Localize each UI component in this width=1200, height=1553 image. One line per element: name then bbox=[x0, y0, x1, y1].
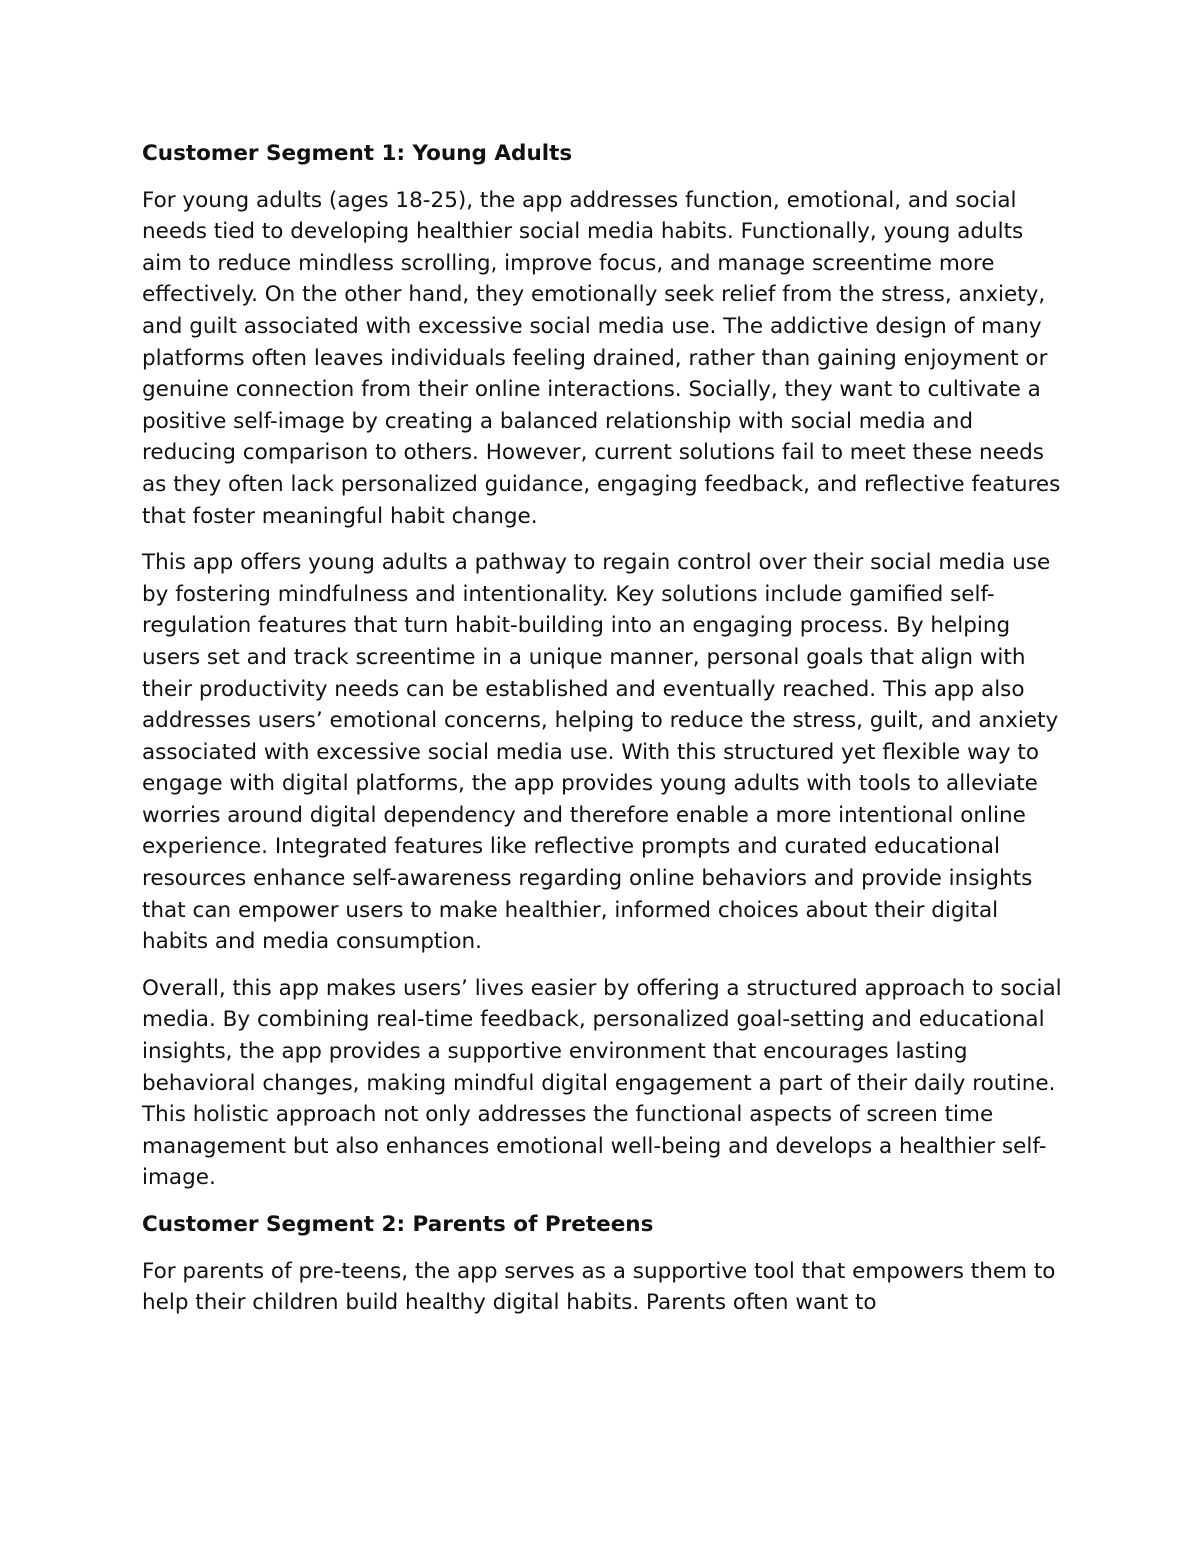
paragraph-young-adults-solutions: This app offers young adults a pathway to regain control over their social media use by fostering mindfulness and intentionality. Key solutions include gamified self-regulation features that turn habit-building into an engaging process. By helping users set and track screentime in a unique manner, personal goals that align with their productivity needs can be established and eventually reached. This app also addresses users’ emotional concerns, helping to reduce the stress, guilt, and anxiety associated with excessive social media use. With this structured yet flexible way to engage with digital platforms, the app provides young adults with tools to alleviate worries around digital dependency and therefore enable a more intentional online experience. Integrated features like reflective prompts and curated educational resources enhance self-awareness regarding online behaviors and provide insights that can empower users to make healthier, informed choices about their digital habits and media consumption. bbox=[142, 550, 1059, 955]
paragraph-young-adults-overall: Overall, this app makes users’ lives easier by offering a structured approach to social media. By combining real-time feedback, personalized goal-setting and educational insights, the app provides a supportive environment that encourages lasting behavioral changes, making mindful digital engagement a part of their daily routine. This holistic approach not only addresses the functional aspects of screen time management but also enhances emotional well-being and develops a healthier self-image. bbox=[142, 975, 1062, 1191]
document-body bbox=[142, 138, 1062, 1334]
paragraph-young-adults-needs: For young adults (ages 18-25), the app addresses function, emotional, and social needs tied to developing healthier social media habits. Functionally, young adults aim to reduce mindless scrolling, improve focus, and manage screentime more effectively. On the other hand, they emotionally seek relief from the stress, anxiety, and guilt associated with excessive social media use. The addictive design of many platforms often leaves individuals feeling drained, rather than gaining enjoyment or genuine connection from their online interactions. Socially, they want to cultivate a positive self-image by creating a balanced relationship with social media and reducing comparison to others. However, current solutions fail to meet these needs as they often lack personalized guidance, engaging feedback, and reflective features that foster meaningful habit change. bbox=[142, 187, 1061, 529]
section-heading-parents-of-preteens: Customer Segment 2: Parents of Preteens bbox=[142, 1212, 654, 1237]
section-heading-young-adults: Customer Segment 1: Young Adults bbox=[142, 141, 573, 166]
paragraph-parents-needs: For parents of pre-teens, the app serves as a supportive tool that empowers them to help their children build healthy digital habits. Parents often want to bbox=[142, 1258, 1056, 1316]
